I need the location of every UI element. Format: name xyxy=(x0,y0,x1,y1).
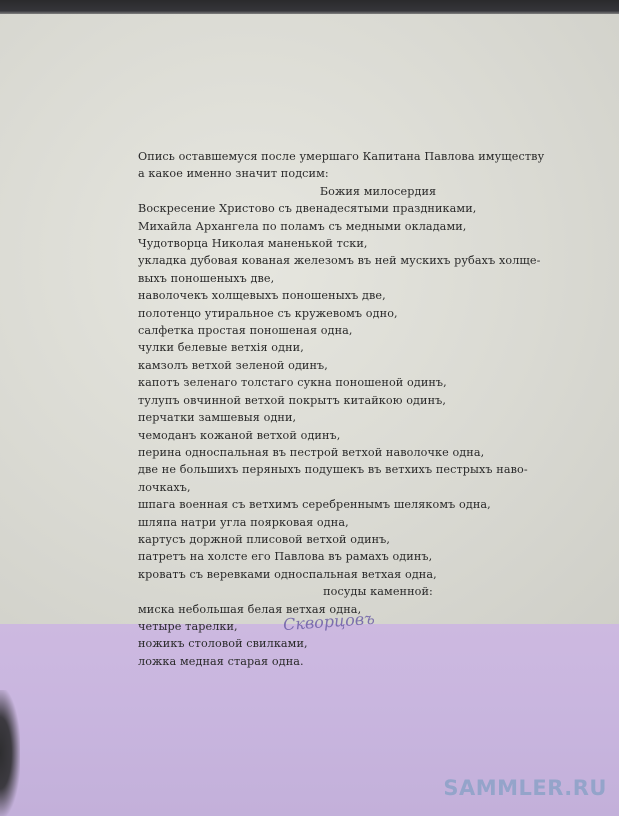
paper-torn-edge xyxy=(0,690,20,816)
inventory-text xyxy=(138,148,578,670)
text-line: патретъ на холсте его Павлова въ рамахъ одинъ, xyxy=(138,550,433,564)
text-line: картусъ доржной плисовой ветхой одинъ, xyxy=(138,532,391,546)
text-line: Опись оставшемуся после умершаго Капитана Павлова имуществу xyxy=(138,150,545,163)
text-line: четыре тарелки, xyxy=(138,619,238,633)
text-line: перина односпальная въ пестрой ветхой наволочке одна, xyxy=(138,445,485,459)
text-line: выхъ поношеныхъ две, xyxy=(138,271,275,285)
text-line: чулки белевые ветхiя одни, xyxy=(138,341,304,355)
section-heading: посуды каменной: xyxy=(323,585,433,599)
text-line: салфетка простая поношеная одна, xyxy=(138,324,353,338)
handwritten-signature: Скворцовъ xyxy=(282,608,376,635)
text-line: укладка дубовая кованая железомъ въ ней мускихъ рубахъ холще- xyxy=(138,254,541,268)
text-line: Воскресение Христово съ двенадесятыми праздниками, xyxy=(138,202,477,216)
text-line: наволочекъ холщевыхъ поношеныхъ две, xyxy=(138,289,386,303)
text-line: шляпа натри угла поярковая одна, xyxy=(138,515,349,529)
text-line: Михайла Архангела по поламъ съ медными окладами, xyxy=(138,219,467,233)
text-line: ложка медная старая одна. xyxy=(138,654,304,668)
text-line: миска небольшая белая ветхая одна, xyxy=(138,602,362,616)
text-line: две не большихъ перяныхъ подушекъ въ ветхихъ пестрыхъ наво- xyxy=(138,463,528,477)
text-line: шпага военная съ ветхимъ серебреннымъ шелякомъ одна, xyxy=(138,498,491,512)
text-line: лочкахъ, xyxy=(138,480,191,494)
text-line: чемоданъ кожаной ветхой одинъ, xyxy=(138,428,341,442)
text-line: капотъ зеленаго толстаго сукна поношеной одинъ, xyxy=(138,376,447,390)
text-line: полотенцо утиральное съ кружевомъ одно, xyxy=(138,306,398,320)
text-line: ножикъ столовой свилками, xyxy=(138,637,308,651)
text-line: а какое именно значит подсим: xyxy=(138,167,329,181)
text-line: перчатки замшевыя одни, xyxy=(138,411,297,425)
text-line: Чудотворца Николая маненькой тски, xyxy=(138,237,368,251)
text-line: тулупъ овчинной ветхой покрытъ китайкою одинъ, xyxy=(138,393,447,407)
text-line: кроватъ съ веревками односпальная ветхая одна, xyxy=(138,567,437,581)
text-line: камзолъ ветхой зеленой одинъ, xyxy=(138,358,328,372)
site-watermark: SAMMLER.RU xyxy=(443,776,607,800)
section-heading: Божия милосердия xyxy=(319,184,437,198)
